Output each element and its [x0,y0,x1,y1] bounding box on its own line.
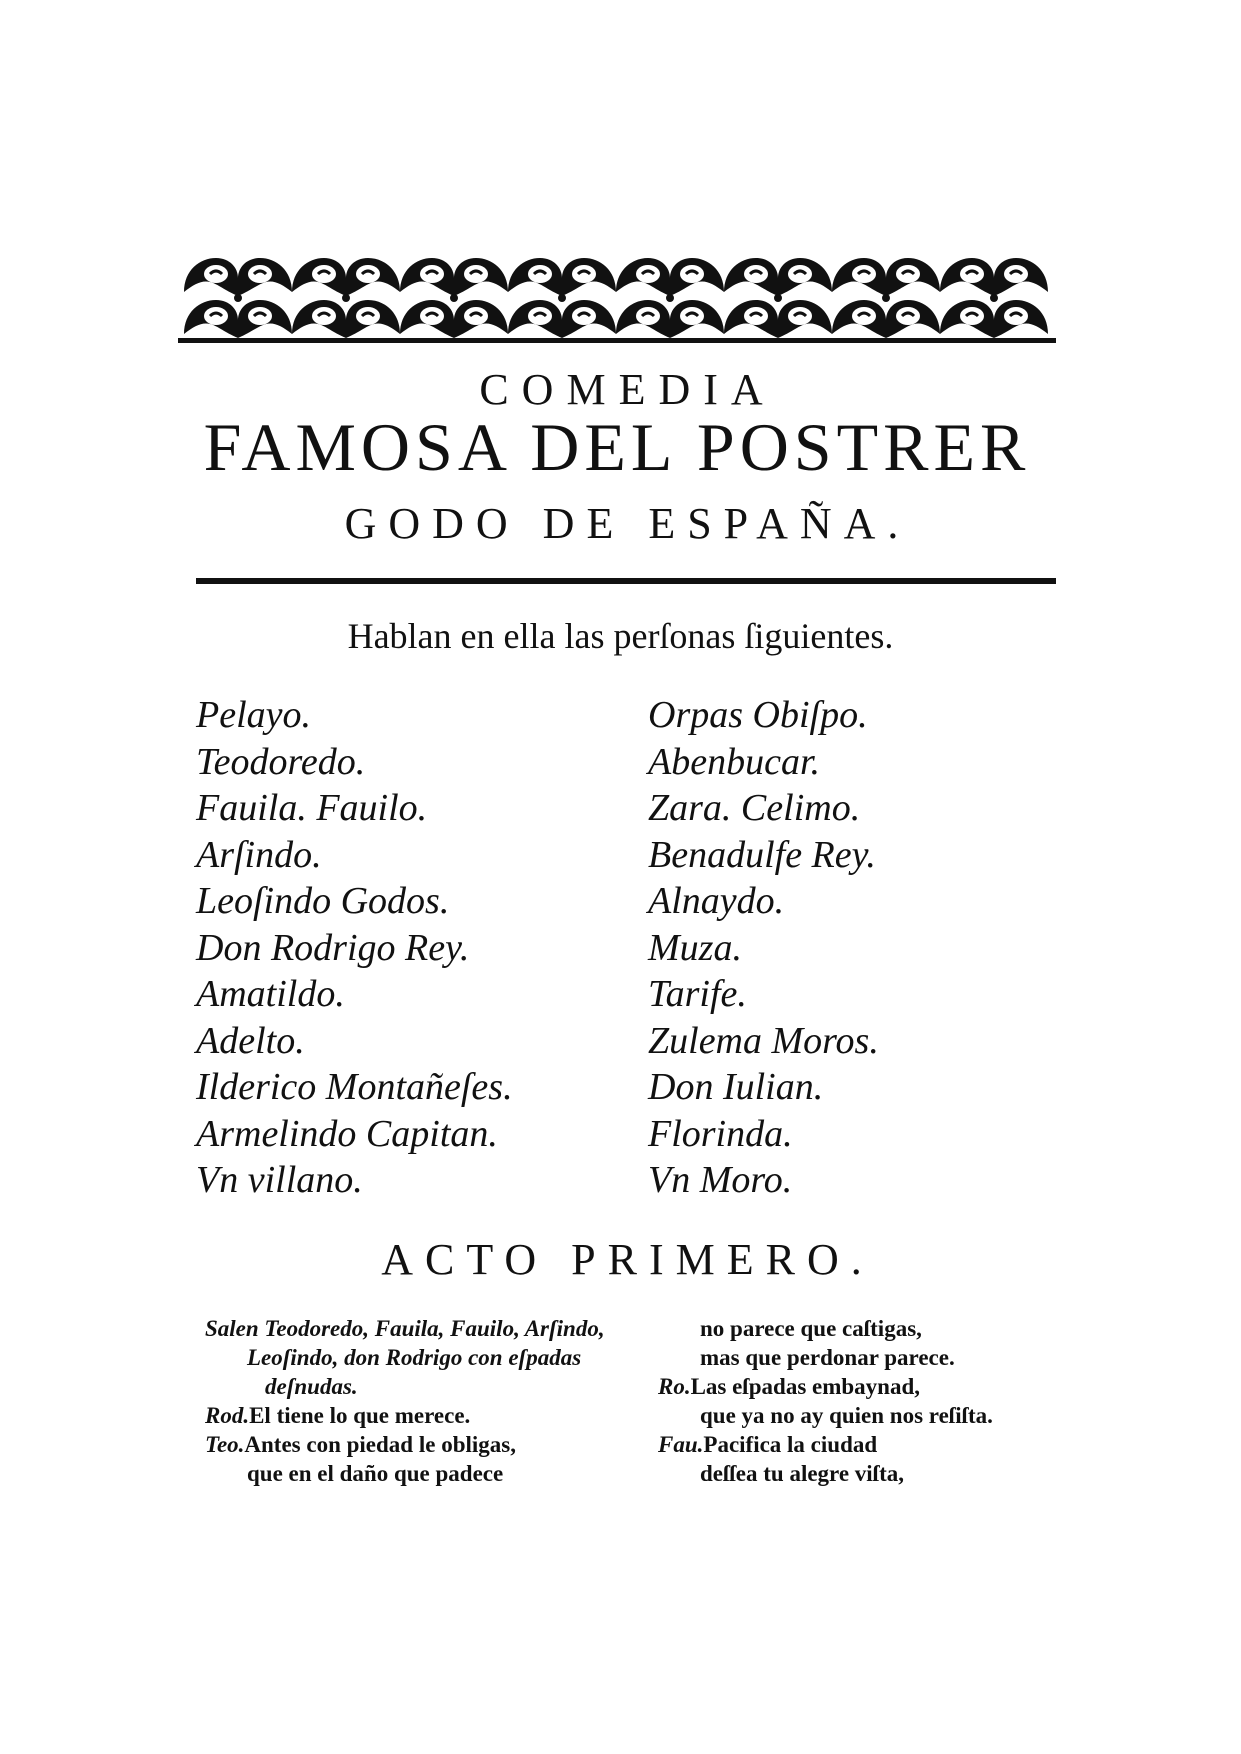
stage-direction: deſnudas. [265,1374,358,1399]
horizontal-rule [196,578,1056,584]
title-line-3: GODO DE ESPAÑA. [344,499,911,548]
cast-member: Leoſindo Godos. [196,880,450,922]
cast-member: Ilderico Montañeſes. [196,1066,513,1108]
title-line-2: FAMOSA DEL POSTRER [203,409,1031,485]
cast-member: Adelto. [196,1019,305,1062]
cast-member: Don Rodrigo Rey. [196,926,470,969]
verse-text: que ya no ay quien nos reſiſta. [700,1403,993,1428]
cast-member: Armelindo Capitan. [196,1112,498,1155]
cast-member: Zulema Moros. [648,1019,879,1062]
play-text-left-column [205,1314,645,1488]
cast-list-left [196,692,513,1204]
cast-member: Teodoredo. [196,740,366,783]
cast-member: Abenbucar. [648,740,821,783]
verse-text: Las eſpadas embaynad, [690,1374,921,1399]
cast-member: Vn Moro. [648,1159,793,1201]
verse-text: no parece que caſtigas, [700,1316,922,1341]
speaker-label: Rod. [205,1403,250,1428]
cast-list-right [648,692,879,1204]
cast-member: Vn villano. [196,1159,363,1201]
speaker-label: Fau. [658,1432,704,1457]
title-line-1: COMEDIA [479,365,776,414]
cast-member: Tarife. [648,973,747,1015]
verse-text: que en el daño que padece [247,1461,504,1486]
verse-line [658,1401,1058,1430]
verse-line [205,1459,645,1488]
cast-member: Benadulfe Rey. [648,833,876,876]
verse-text: mas que perdonar parece. [700,1345,955,1370]
cast-member: Don Iulian. [648,1066,824,1108]
verse-text: deſſea tu alegre viſta, [700,1461,904,1486]
stage-direction: Salen Teodoredo, Fauila, Fauilo, Arſindo, [205,1316,605,1341]
verse-line [205,1430,645,1459]
cast-member: Orpas Obiſpo. [648,694,868,736]
verse-line [658,1314,1058,1343]
stage-direction: Leoſindo, don Rodrigo con eſpadas [247,1345,582,1370]
ornamental-border [178,248,1056,344]
cast-member: Zara. Celimo. [648,787,861,829]
cast-member: Pelayo. [196,694,312,736]
cast-member: Fauila. Fauilo. [196,787,428,829]
cast-member: Florinda. [648,1112,793,1155]
speaker-label: Teo. [205,1432,245,1457]
verse-line [658,1372,1058,1401]
cast-member: Alnaydo. [648,880,785,922]
cast-member: Amatildo. [196,973,345,1015]
cast-member: Arſindo. [196,833,322,876]
verse-line [658,1459,1058,1488]
verse-text: El tiene lo que merece. [249,1403,471,1428]
verse-line [658,1343,1058,1372]
cast-member: Muza. [648,926,742,969]
speaker-label: Ro. [658,1374,691,1399]
play-text-right-column [658,1314,1058,1488]
verse-text: Antes con piedad le obligas, [244,1432,516,1457]
verse-line [205,1401,645,1430]
verse-line [658,1430,1058,1459]
cast-heading: Hablan en ella las perſonas ſiguientes. [347,616,894,656]
act-heading: ACTO PRIMERO. [381,1235,874,1284]
verse-text: Pacifica la ciudad [703,1432,878,1457]
